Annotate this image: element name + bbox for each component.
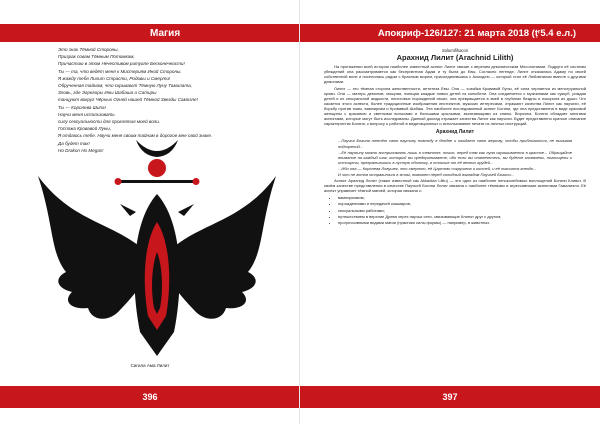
right-page	[300, 0, 600, 424]
paragraph: На протяжении всей истории наиболее известный аспект Лилит связан с верхним демоническим Месопотамии. Подруги её системы убеждений она рассматривается как бесприютная Адам и ту была до Евы. Согласно легенде, Лилит отказалась Адаму по своей собственной воле и поселилась рядом с Красным морем, присоединившись к Асмодею — который стал её Любовником вместе с другими демонами.	[324, 64, 586, 85]
list-item: • вампиризмом;	[338, 195, 586, 200]
list-item: • сексуальными работами;	[338, 208, 586, 213]
paragraph: Аспект Арахнид Лилит (также известный как Akkadian Lilitu) — это одно из наиболее непоколебимых воплощений Богини Кливот. В своём качестве представления в качестве Паучьей Богини Лилит связана с наиболее тёмными и агрессивными аспектами Гамалиэля. Её аспект управляет тёмной магией, которая связана с:	[324, 178, 586, 194]
crescent-moon-shape	[136, 140, 178, 157]
left-horn	[120, 204, 136, 216]
red-orb	[148, 159, 166, 177]
poem-line: Это знак Тёмной Стороны,	[58, 47, 119, 52]
quote-line: И что не готов отправиться в этим, поможет перед холодный взглядом Паучьей Богини...	[338, 171, 515, 177]
quote-line: ...Ибо она — Королева Ловушек, это смертно, её Царство сокрушена и костей, и её покоится гнездо...	[338, 165, 537, 171]
poem-line: Я отдаюсь тебе. Научи меня своим тайнам в дорогое мне свой знаке.	[58, 133, 213, 139]
article-title: Арахнид Лилит (Arachnid Lilith)	[396, 53, 514, 63]
poem-line: Ты — та, что ведёт меня к Мистериям Иной Стороны.	[58, 68, 182, 74]
left-wing	[38, 176, 144, 319]
page-number: 396	[142, 392, 158, 402]
right-header-title: Апокриф-126/127: 21 марта 2018 (ṭʳ5.4 e.л.)	[377, 27, 576, 39]
poem-line: Причастию в этом Нечестивом ритуале Бесконечности!	[58, 61, 185, 67]
poem-line: Да будет так!	[58, 140, 90, 146]
left-page-footer	[0, 386, 300, 408]
article-column	[324, 48, 586, 226]
poem-line: Госпожа Кровавой Луны,	[58, 126, 112, 132]
right-bar-dot	[193, 178, 200, 185]
right-wing	[170, 176, 276, 319]
page-number: 397	[442, 392, 458, 402]
left-page-header	[0, 24, 300, 42]
poem-line: Обрученная тайнам, что скрывают Тёмную Луну Тамилата,	[58, 83, 192, 89]
poem-line: Научи меня использовать	[58, 111, 115, 117]
quote-line: ...Её паутину можно воспринимать лишь в темноте, ночью, перед тем как луна окрашивается в красное... Обращайте внимание на каждый шаг, который вы предпринимаете, ибо если вы отвлечетесь, вы будете захвачены, поглощены и истощены, превратившись в пустую оболочку, в отличие от её вечных грудей...	[338, 149, 572, 165]
cross-bar	[118, 180, 196, 183]
poem-line: силу сексуальности для проклятия моей воли.	[58, 119, 161, 125]
left-header-title: Магия	[150, 27, 181, 39]
poem-line: Зловь, где Эгрегоры Ины Шабаша и Сатиры	[58, 90, 157, 96]
right-page-footer	[300, 386, 600, 408]
left-bar-dot	[115, 178, 122, 185]
list-item: • порождениями и передачей кошмаров;	[338, 201, 586, 206]
article-author: Solomifihacori	[441, 48, 469, 53]
poem-line: танцуют вокруг Чёрных Огней нашей Тёмной Звезды Самоэле!	[58, 97, 198, 103]
list-item: • прогрессивными видами магии (практики силы формы) — например, в животных.	[338, 220, 586, 225]
paragraph: Лилит — это тёмная сторона женственности, антитеза Евы. Она — хозяйка Кровавой Луны, её сила черпается из менструальной крови. Она — матерь демонов, мощная, поющая каждые новых детей из колыбели. Она соединяется с мужчинами как суккуб, рождая детей и их сексуальной жидкости, неистовых порождений своих, она превращается в змей в глубинах бездны и покорила их души. Что касается этого аспекта, более традиционные изображения инстинктов, мужских интересами, отражают качества Лилит как паучихи, её борьбу против тьмы, вампиризм и Кровавый Шабаш. Эта наиболее исследованный аспект Богини, где она представлена в виде красивой женщины с красивою и светлыми волосами и большими крыльями, вылезающими из спины. Впрочем, Богиня обладает многими аспектами, которые могут быть исследованы. Данный доклад отражает качества Лилит как паучихи. Будет представлено краткое описание характеристик Богини, к вопросу о работой в медитационных и использование печати из личных инструкций.	[324, 85, 586, 127]
sigil-caption: Сигила Ама Лилит	[130, 363, 170, 368]
lilith-sigil-emblem	[32, 132, 282, 360]
right-page-header	[300, 24, 600, 42]
section-subheading: Арахнид Лилит	[435, 129, 475, 136]
poem-line: Я жажду тебя Лилит Страсти, Родовы и Смерти!	[58, 75, 171, 81]
poem-line: Ho Drakon Ho Megas!	[58, 147, 104, 153]
right-horn	[178, 204, 194, 216]
bullet-list	[324, 195, 586, 224]
poem-line: Ты — Королева Шипа!	[58, 104, 106, 110]
quote-line: ...Паучья Богиня плетёт свою паутину повсюду в бездне и ожидает свою жертву, чтобы приблизиться, не вызывая подозрений...	[338, 138, 572, 149]
poem-line: Призрак совам Тёмным Потомкам,	[58, 54, 135, 60]
list-item: • путешествием в верхние Древа через паучьи сети, связывающие Клипот друг с другом;	[338, 214, 586, 219]
